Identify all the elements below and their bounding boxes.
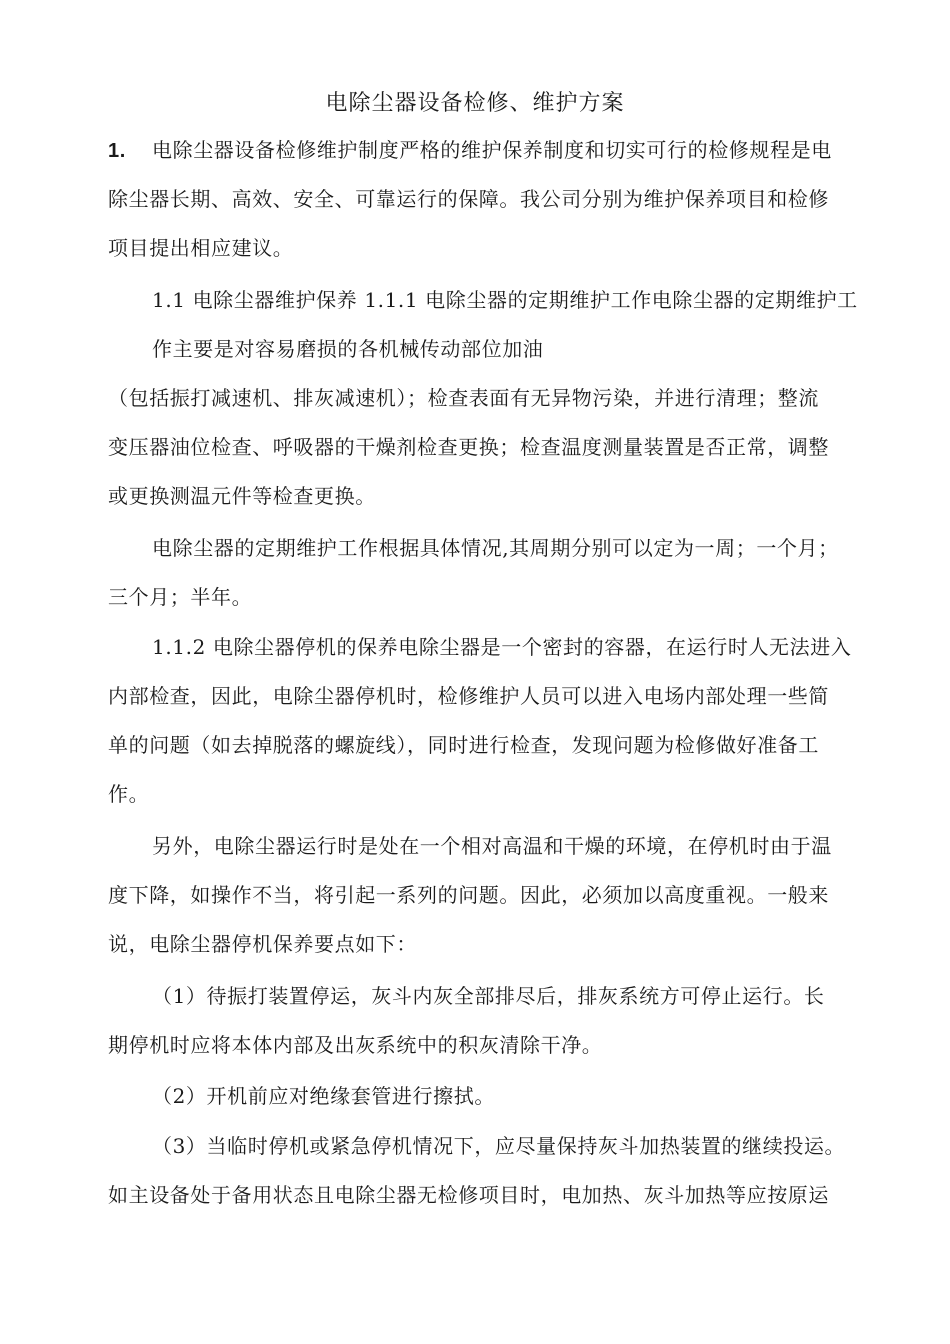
paragraph-line: 如主设备处于备用状态且电除尘器无检修项目时，电加热、灰斗加热等应按原运 [108,1183,829,1207]
paragraph-line: 除尘器长期、高效、安全、可靠运行的保障。我公司分别为维护保养项目和检修 [108,187,829,211]
paragraph-line: （包括振打减速机、排灰减速机）；检查表面有无异物污染，并进行清理；整流 [108,386,819,410]
paragraph-line: 期停机时应将本体内部及出灰系统中的积灰清除干净。 [108,1033,603,1057]
paragraph-line: 或更换测温元件等检查更换。 [108,484,376,508]
paragraph-line: 作主要是对容易磨损的各机械传动部位加油 [152,337,544,361]
paragraph-line [108,134,832,167]
paragraph-line: （1）待振打装置停运，灰斗内灰全部排尽后，排灰系统方可停止运行。长 [152,984,825,1008]
paragraph-line: 1.1 电除尘器维护保养 1.1.1 电除尘器的定期维护工作电除尘器的定期维护工 [152,288,858,312]
line-text: 电除尘器设备检修维护制度严格的维护保养制度和切实可行的检修规程是电 [152,138,832,162]
paragraph-line: （2）开机前应对绝缘套管进行擦拭。 [152,1084,495,1108]
paragraph-line: 变压器油位检查、呼吸器的干燥剂检查更换；检查温度测量装置是否正常，调整 [108,435,829,459]
paragraph-line: 1.1.2 电除尘器停机的保养电除尘器是一个密封的容器，在运行时人无法进入 [152,635,852,659]
paragraph-line: 内部检查，因此，电除尘器停机时，检修维护人员可以进入电场内部处理一些简 [108,684,829,708]
section-number: 1. [108,140,126,162]
paragraph-line: 说，电除尘器停机保养要点如下： [108,932,417,956]
document-title: 电除尘器设备检修、维护方案 [325,91,625,116]
paragraph-line: （3）当临时停机或紧急停机情况下，应尽量保持灰斗加热装置的继续投运。 [152,1134,846,1158]
paragraph-line: 度下降，如操作不当，将引起一系列的问题。因此，必须加以高度重视。一般来 [108,883,829,907]
paragraph-line: 作。 [108,782,150,806]
paragraph-line: 另外，电除尘器运行时是处在一个相对高温和干燥的环境，在停机时由于温 [152,834,832,858]
paragraph-line: 单的问题（如去掉脱落的螺旋线），同时进行检查，发现问题为检修做好准备工 [108,733,819,757]
paragraph-line: 项目提出相应建议。 [108,236,294,260]
paragraph-line: 三个月；半年。 [108,585,253,609]
paragraph-line: 电除尘器的定期维护工作根据具体情况,其周期分别可以定为一周；一个月； [152,536,839,560]
